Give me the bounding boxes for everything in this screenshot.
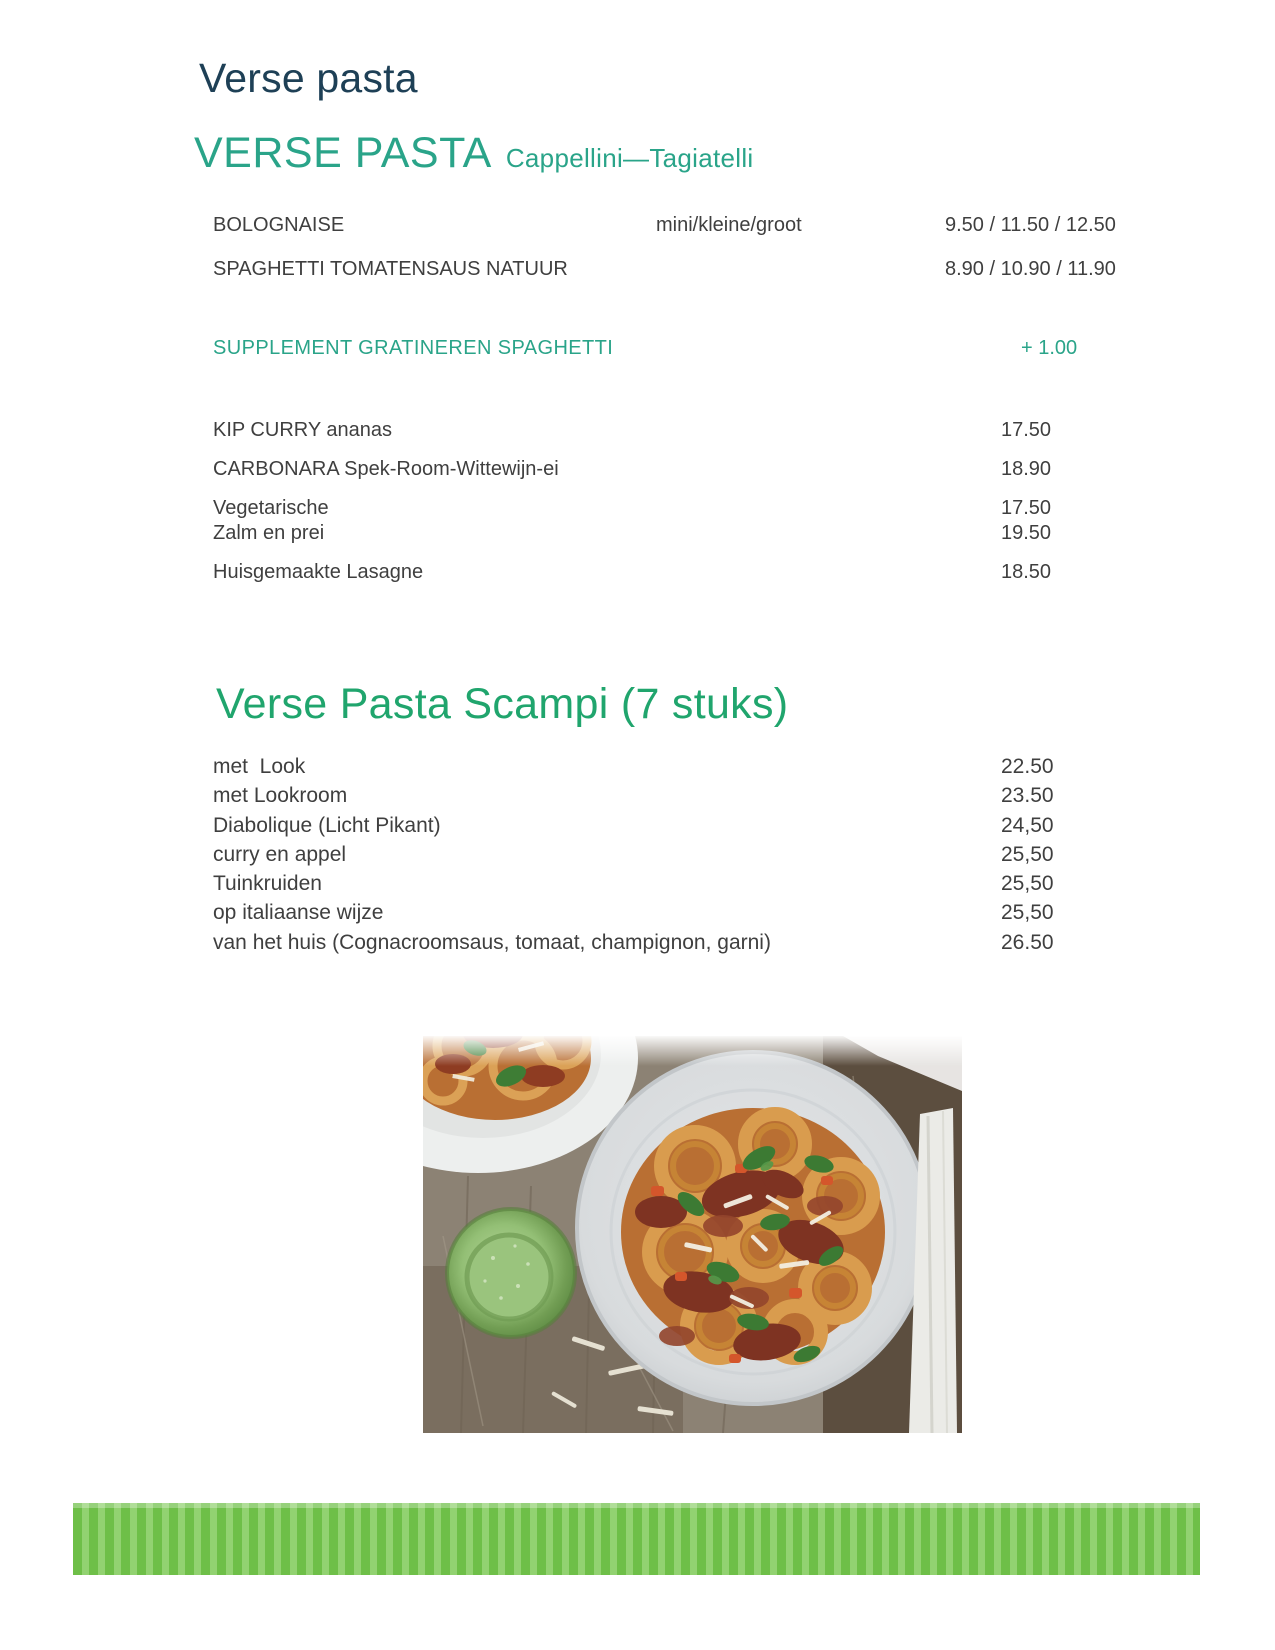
- item-price: 19.50: [1001, 522, 1052, 544]
- menu-item-row: [0, 901, 1275, 930]
- item-name: Diabolique (Licht Pikant): [213, 813, 441, 837]
- page-title: Verse pasta: [199, 55, 418, 101]
- menu-item-row: [0, 872, 1275, 901]
- scampi-items-list: [0, 755, 1275, 960]
- item-price: 18.90: [1001, 458, 1052, 480]
- item-price: 25,50: [1001, 872, 1054, 896]
- item-price: 24,50: [1001, 813, 1054, 837]
- menu-item-row: [0, 561, 1275, 600]
- item-price: 25,50: [1001, 842, 1054, 866]
- item-name: SPAGHETTI TOMATENSAUS NATUUR: [213, 258, 568, 280]
- item-name: BOLOGNAISE: [213, 214, 345, 236]
- section-subheading-text: Cappellini—Tagiatelli: [505, 143, 754, 173]
- section-heading-scampi: Verse Pasta Scampi (7 stuks): [216, 680, 789, 728]
- supplement-price: + 1.00: [1021, 337, 1078, 359]
- item-price: 23.50: [1001, 784, 1054, 808]
- item-name: Zalm en prei: [213, 522, 325, 544]
- supplement-name: SUPPLEMENT GRATINEREN SPAGHETTI: [213, 337, 614, 359]
- item-name: curry en appel: [213, 842, 347, 866]
- item-name: op italiaanse wijze: [213, 901, 384, 925]
- item-price: 22.50: [1001, 755, 1054, 778]
- pasta-items-list: [0, 214, 1275, 302]
- item-price: 17.50: [1001, 419, 1052, 441]
- item-price: 25,50: [1001, 901, 1054, 925]
- menu-item-row: [0, 814, 1275, 843]
- menu-item-row: [0, 214, 1275, 258]
- item-name: met Look: [213, 755, 306, 778]
- item-name: Vegetarische: [213, 497, 329, 519]
- menu-item-row: [0, 931, 1275, 960]
- item-name: Huisgemaakte Lasagne: [213, 561, 424, 583]
- item-name: KIP CURRY ananas: [213, 419, 392, 441]
- section-heading-verse-pasta: [194, 129, 754, 178]
- menu-item-row: [0, 755, 1275, 784]
- menu-item-row: [0, 458, 1275, 497]
- menu-item-row: [0, 419, 1275, 458]
- menu-item-row: [0, 843, 1275, 872]
- pasta-dish-photo: [423, 1036, 962, 1433]
- item-price: 26.50: [1001, 930, 1054, 954]
- item-name: van het huis (Cognacroomsaus, tomaat, champignon, garni): [213, 930, 771, 954]
- mains-items-list: [0, 419, 1275, 600]
- item-name: CARBONARA Spek-Room-Wittewijn-ei: [213, 458, 559, 480]
- menu-item-row: [0, 784, 1275, 813]
- striped-footer-bar: [73, 1503, 1200, 1575]
- item-price: 17.50: [1001, 497, 1052, 519]
- item-name: met Lookroom: [213, 784, 348, 808]
- menu-item-row: [0, 258, 1275, 302]
- item-price: 8.90 / 10.90 / 11.90: [945, 258, 1116, 280]
- item-price: 9.50 / 11.50 / 12.50: [945, 214, 1116, 236]
- item-price: 18.50: [1001, 561, 1052, 583]
- item-size-label: mini/kleine/groot: [656, 214, 802, 236]
- section-heading-text: VERSE PASTA: [194, 129, 492, 177]
- menu-item-row: [0, 522, 1275, 561]
- item-name: Tuinkruiden: [213, 872, 322, 896]
